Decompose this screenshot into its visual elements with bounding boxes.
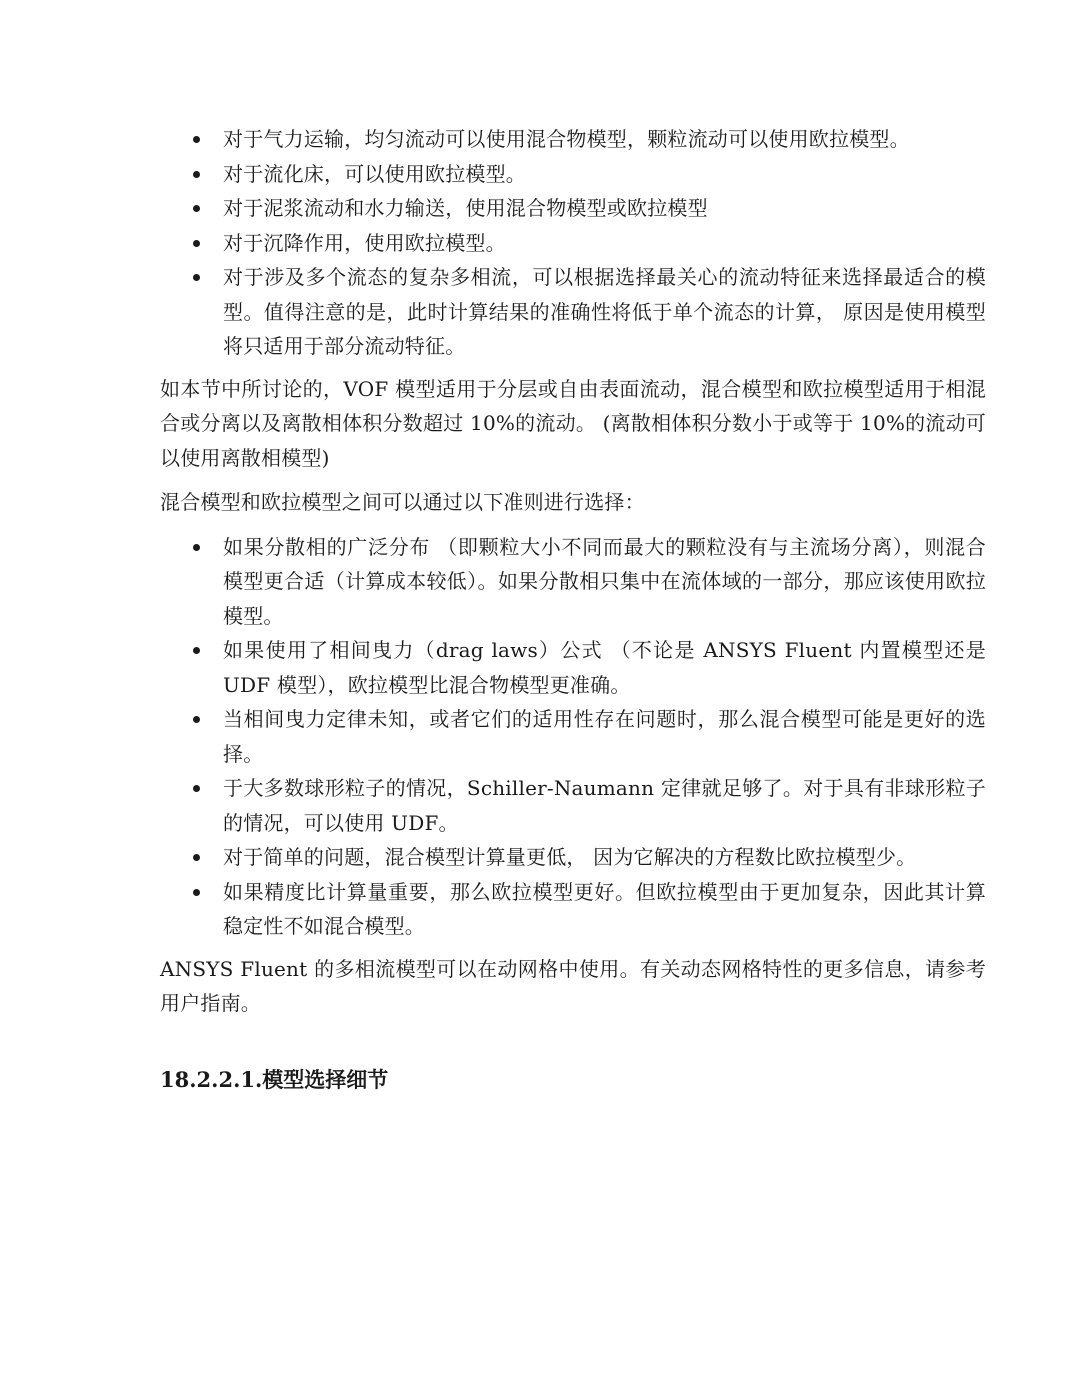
list-item-text: 当相间曳力定律未知，或者它们的适用性存在问题时，那么混合模型可能是更好的选择。: [223, 707, 986, 766]
list-item: [160, 840, 986, 875]
list-item: [160, 633, 986, 702]
paragraph-dynamic-mesh: ANSYS Fluent 的多相流模型可以在动网格中使用。有关动态网格特性的更多信息，请参考用户指南。: [160, 956, 986, 1015]
list-item-text: 如果分散相的广泛分布 （即颗粒大小不同而最大的颗粒没有与主流场分离），则混合模型更合适（计算成本较低）。如果分散相只集中在流体域的一部分，那应该使用欧拉模型。: [223, 534, 986, 628]
bullet-icon: [193, 171, 200, 178]
bullet-list-selection-criteria: [160, 530, 986, 944]
list-item-text: 对于涉及多个流态的复杂多相流，可以根据选择最关心的流动特征来选择最适合的模型。值得注意的是，此时计算结果的准确性将低于单个流态的计算， 原因是使用模型将只适用于部分流动特征。: [223, 265, 986, 358]
bullet-icon: [193, 889, 200, 896]
list-item: [160, 122, 986, 157]
list-item-text: 对于气力运输，均匀流动可以使用混合物模型，颗粒流动可以使用欧拉模型。: [223, 127, 910, 151]
list-item-text: 如果精度比计算量重要，那么欧拉模型更好。但欧拉模型由于更加复杂，因此其计算稳定性不如混合模型。: [223, 879, 986, 938]
list-item-text: 对于沉降作用，使用欧拉模型。: [223, 230, 506, 255]
list-item: [160, 875, 986, 944]
list-item: [160, 226, 986, 261]
list-item-text: 对于泥浆流动和水力输送，使用混合物模型或欧拉模型: [223, 196, 708, 220]
list-item-text: 对于流化床，可以使用欧拉模型。: [223, 161, 526, 186]
list-item: [160, 260, 986, 364]
list-item-text: 如果使用了相间曳力（drag laws）公式 （不论是 ANSYS Fluent 内置模型还是 UDF 模型），欧拉模型比混合物模型更准确。: [223, 638, 986, 697]
section-heading: 18.2.2.1.模型选择细节: [160, 1066, 389, 1092]
bullet-icon: [193, 240, 200, 247]
bullet-icon: [193, 544, 200, 551]
bullet-icon: [193, 647, 200, 654]
paragraph-selection-criteria-intro: 混合模型和欧拉模型之间可以通过以下准则进行选择：: [160, 490, 645, 514]
paragraph-vof-discussion: 如本节中所讨论的，VOF 模型适用于分层或自由表面流动，混合模型和欧拉模型适用于相混合或分离以及离散相体积分数超过 10%的流动。 (离散相体积分数小于或等于 10%的流动可以使用离散相模型): [160, 376, 986, 470]
list-item: [160, 771, 986, 840]
list-item: [160, 157, 986, 192]
list-item: [160, 530, 986, 634]
bullet-icon: [193, 716, 200, 723]
bullet-list-model-applications: [160, 122, 986, 364]
list-item-text: 对于简单的问题，混合模型计算量更低， 因为它解决的方程数比欧拉模型少。: [223, 845, 917, 869]
list-item: [160, 702, 986, 771]
document-page: [160, 122, 986, 1097]
bullet-icon: [193, 854, 200, 861]
bullet-icon: [193, 205, 200, 212]
bullet-icon: [193, 136, 200, 143]
list-item: [160, 191, 986, 226]
list-item-text: 于大多数球形粒子的情况，Schiller-Naumann 定律就足够了。对于具有非球形粒子的情况，可以使用 UDF。: [223, 776, 986, 835]
bullet-icon: [193, 785, 200, 792]
bullet-icon: [193, 274, 200, 281]
